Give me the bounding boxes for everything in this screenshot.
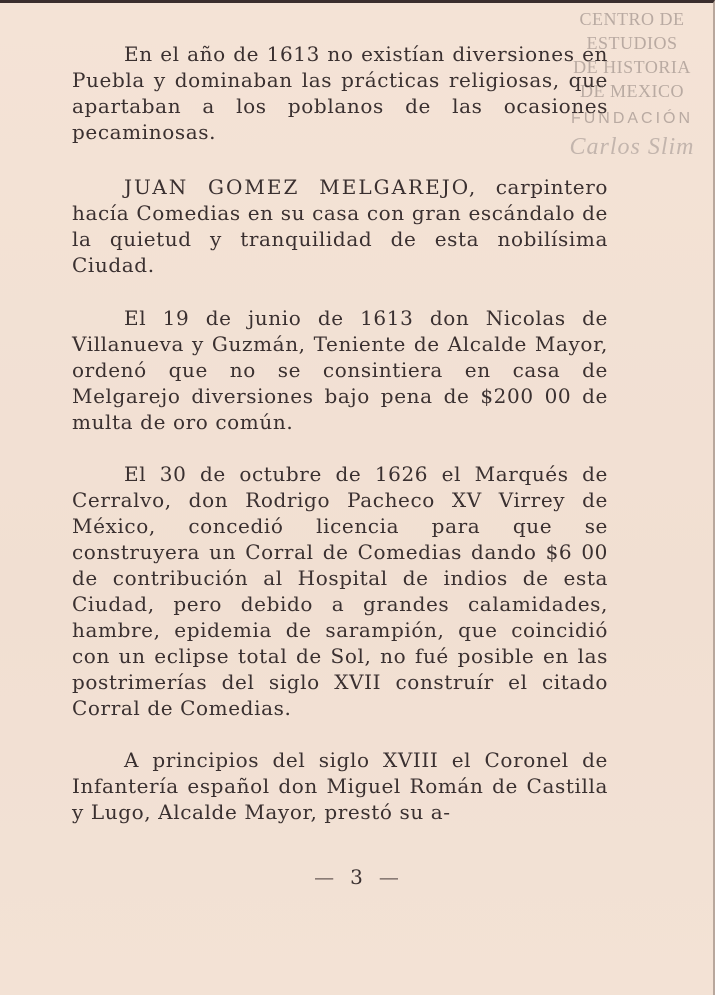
paragraph-2-lead-name: JUAN GOMEZ MELGAREJO, bbox=[124, 175, 478, 199]
page-number: 3 bbox=[350, 865, 365, 889]
paragraph-5 bbox=[72, 747, 608, 825]
paragraph-4-text: El 30 de octubre de 1626 el Marqués de Cerralvo, don Rodrigo Pacheco XV Virrey de México, concedió licencia para que se construyera un Corral de Comedias dando $6 00 de contribución al Hospital de indios de esta Ciudad, pero debido a grandes calamidades, hambre, epidemia de sarampión, que coincidió con un eclipse total de Sol, no fué posible en las postrimerías del siglo XVII construír el citado Corral de Comedias. bbox=[72, 462, 608, 720]
paragraph-1 bbox=[72, 41, 608, 145]
paragraph-5-text: A principios del siglo XVIII el Coronel de Infantería español don Miguel Román de Castilla y Lugo, Alcalde Mayor, prestó su a- bbox=[72, 748, 608, 824]
watermark-foundation: FUNDACIÓN bbox=[570, 110, 694, 127]
watermark-line-2: ESTUDIOS bbox=[586, 33, 678, 53]
paragraph-1-text: En el año de 1613 no existían diversiones en Puebla y dominaban las prácticas religiosas, que apartaban a los poblanos de las ocasiones pecaminosas. bbox=[72, 42, 608, 144]
footer-dash-right: — bbox=[378, 865, 401, 889]
watermark-signature: Carlos Slim bbox=[569, 134, 695, 160]
paragraph-2 bbox=[72, 174, 608, 278]
watermark-line-4: DE MEXICO bbox=[580, 81, 684, 101]
body-text bbox=[72, 41, 608, 849]
paragraph-3-text: El 19 de junio de 1613 don Nicolas de Villanueva y Guzmán, Teniente de Alcalde Mayor, ordenó que no se consintiera en casa de Melgarejo diversiones bajo pena de $200 00 de multa de oro común. bbox=[72, 306, 608, 434]
paragraph-3 bbox=[72, 305, 608, 435]
watermark-line-1: CENTRO DE bbox=[579, 9, 685, 29]
page-footer bbox=[0, 865, 715, 889]
footer-dash-left: — bbox=[314, 865, 337, 889]
paragraph-4 bbox=[72, 461, 608, 721]
paragraph-2-text: carpintero hacía Comedias en su casa con gran escándalo de la quietud y tranquilidad de esta nobilísima Ciudad. bbox=[72, 175, 608, 277]
watermark-line-3: DE HISTORIA bbox=[573, 57, 691, 77]
